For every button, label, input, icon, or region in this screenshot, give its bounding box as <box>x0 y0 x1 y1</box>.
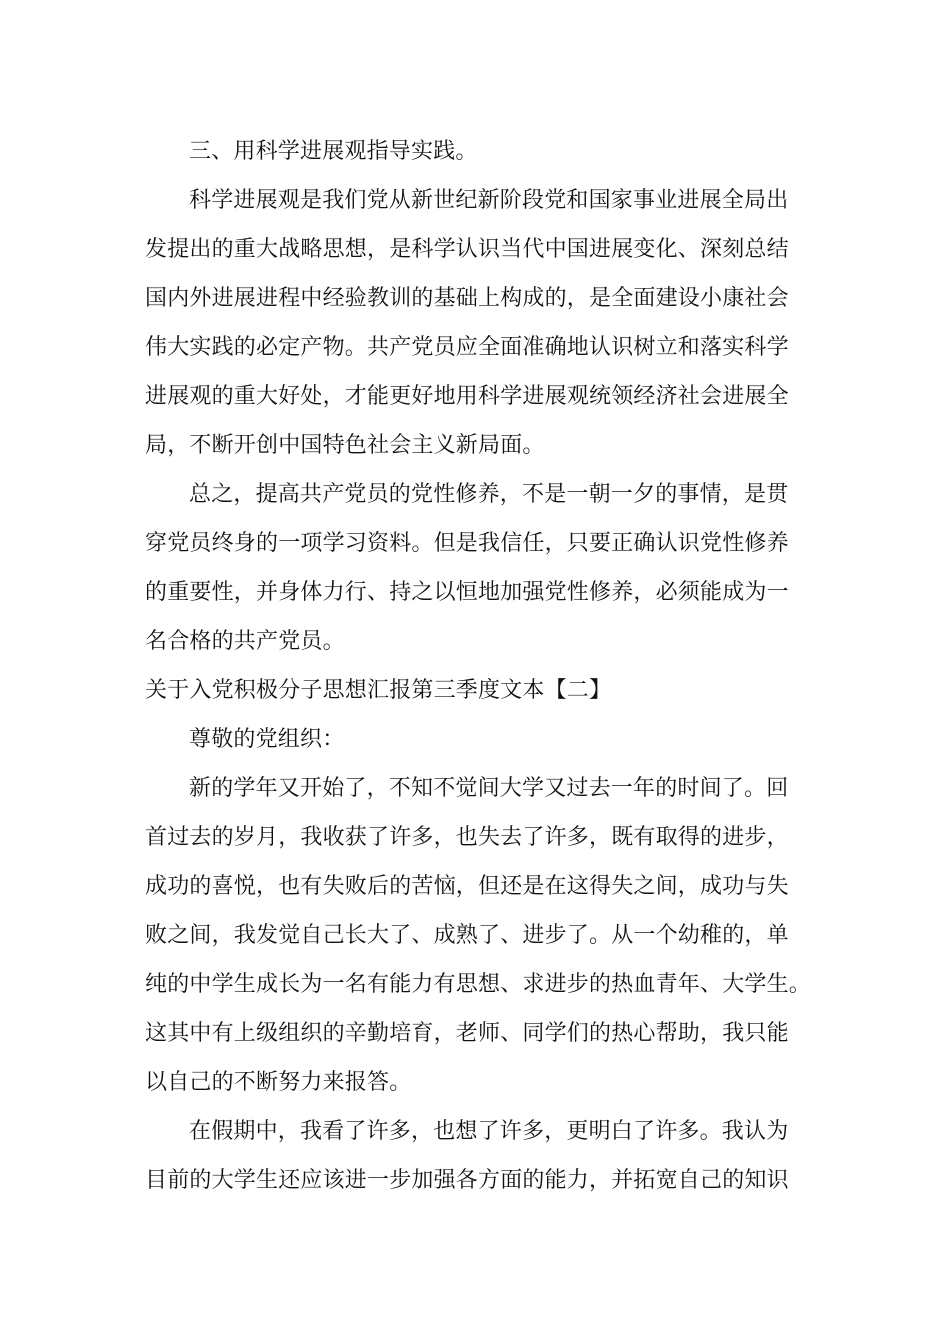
paragraph-3-line-7: 以自己的不断努力来报答。 <box>145 1070 412 1095</box>
paragraph-2-line-2: 穿党员终身的一项学习资料。但是我信任，只要正确认识党性修养 <box>145 531 789 556</box>
paragraph-3-line-2: 首过去的岁月，我收获了许多，也失去了许多，既有取得的进步， <box>145 825 789 850</box>
paragraph-1-line-1: 科学进展观是我们党从新世纪新阶段党和国家事业进展全局出 <box>189 188 789 213</box>
paragraph-1-line-5: 进展观的重大好处，才能更好地用科学进展观统领经济社会进展全 <box>145 384 789 409</box>
paragraph-1-line-2: 发提出的重大战略思想，是科学认识当代中国进展变化、深刻总结 <box>145 237 789 262</box>
article-title: 关于入党积极分子思想汇报第三季度文本【二】 <box>145 678 612 703</box>
paragraph-3-line-5: 纯的中学生成长为一名有能力有思想、求进步的热血青年、大学生。 <box>145 972 812 997</box>
paragraph-3-line-4: 败之间，我发觉自己长大了、成熟了、进步了。从一个幼稚的，单 <box>145 923 789 948</box>
paragraph-2-line-4: 名合格的共产党员。 <box>145 629 345 654</box>
paragraph-2-line-3: 的重要性，并身体力行、持之以恒地加强党性修养，必须能成为一 <box>145 580 789 605</box>
paragraph-1-line-4: 伟大实践的必定产物。共产党员应全面准确地认识树立和落实科学 <box>145 335 789 360</box>
paragraph-2-line-1: 总之，提高共产党员的党性修养，不是一朝一夕的事情，是贯 <box>189 482 789 507</box>
paragraph-4-line-1: 在假期中，我看了许多，也想了许多，更明白了许多。我认为 <box>189 1119 789 1144</box>
paragraph-1-line-6: 局，不断开创中国特色社会主义新局面。 <box>145 433 545 458</box>
paragraph-3-line-3: 成功的喜悦，也有失败后的苦恼，但还是在这得失之间，成功与失 <box>145 874 789 899</box>
document-body <box>145 127 825 1205</box>
paragraph-3-line-6: 这其中有上级组织的辛勤培育，老师、同学们的热心帮助，我只能 <box>145 1021 789 1046</box>
salutation: 尊敬的党组织： <box>189 727 345 752</box>
paragraph-4-line-2: 目前的大学生还应该进一步加强各方面的能力，并拓宽自己的知识 <box>145 1168 789 1193</box>
paragraph-3-line-1: 新的学年又开始了，不知不觉间大学又过去一年的时间了。回 <box>189 776 789 801</box>
section-title: 三、用科学进展观指导实践。 <box>189 139 478 164</box>
paragraph-1-line-3: 国内外进展进程中经验教训的基础上构成的，是全面建设小康社会 <box>145 286 789 311</box>
